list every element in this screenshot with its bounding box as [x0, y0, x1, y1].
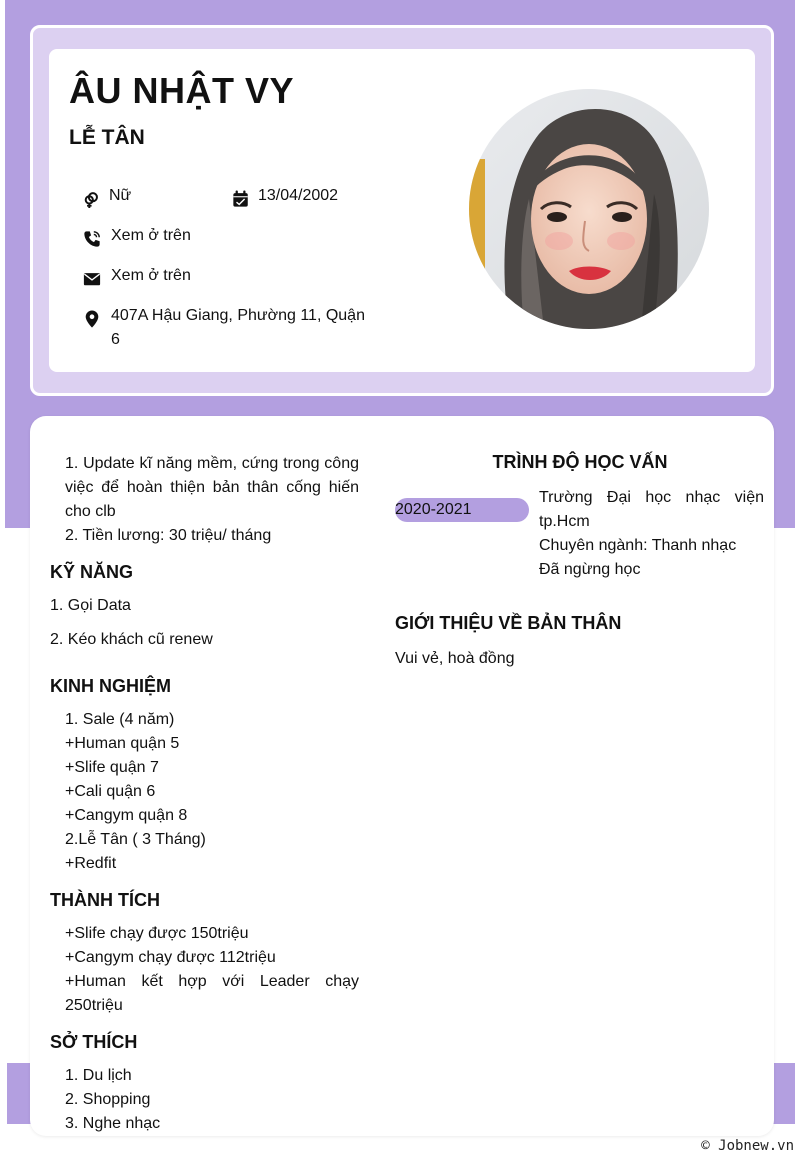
hobbies-title: SỞ THÍCH	[50, 1032, 138, 1052]
experience-line: +Cali quận 6	[65, 783, 156, 800]
skill-item: 2. Kéo khách cũ renew	[50, 631, 213, 648]
address-line-1: 407A Hậu Giang, Phường 11, Quận	[111, 307, 365, 324]
education-school: Trường Đại học nhạc viện tp.Hcm	[539, 489, 764, 530]
objective-item-1: 1. Update kĩ năng mềm, cứng trong công việc để hoàn thiện bản thân cống hiến cho clb	[65, 455, 359, 520]
footer-credit: © Jobnew.vn	[701, 1138, 794, 1154]
hobby-line: 3. Nghe nhạc	[65, 1115, 161, 1132]
achievement-line: +Human kết hợp với Leader chạy 250triệu	[65, 973, 359, 1014]
email-icon	[83, 270, 101, 288]
hobby-line: 1. Du lịch	[65, 1067, 132, 1084]
dob-info	[232, 184, 382, 208]
gender-info	[83, 184, 203, 208]
education-years: 2020-2021	[395, 498, 529, 522]
education-title: TRÌNH ĐỘ HỌC VẤN	[492, 452, 668, 472]
skill-item: 1. Gọi Data	[50, 597, 131, 614]
achievement-line: +Cangym chạy được 112triệu	[65, 949, 276, 966]
address-info	[83, 304, 383, 352]
education-status: Đã ngừng học	[539, 561, 641, 578]
job-title: LỄ TÂN	[69, 126, 145, 149]
experience-line: +Cangym quận 8	[65, 807, 188, 824]
education-major: Chuyên ngành: Thanh nhạc	[539, 537, 737, 554]
dob-value: 13/04/2002	[258, 187, 339, 204]
achievements-title: THÀNH TÍCH	[50, 890, 160, 910]
candidate-name: ÂU NHẬT VY	[69, 70, 295, 111]
email-value: Xem ở trên	[111, 267, 191, 284]
gender-value: Nữ	[109, 187, 132, 204]
experience-line: 1. Sale (4 năm)	[65, 711, 175, 728]
about-text: Vui vẻ, hoà đồng	[395, 650, 515, 667]
skills-title: KỸ NĂNG	[50, 562, 134, 582]
objective-item-2: 2. Tiền lương: 30 triệu/ tháng	[65, 527, 272, 544]
phone-value: Xem ở trên	[111, 227, 191, 244]
phone-icon	[83, 230, 101, 248]
hobby-line: 2. Shopping	[65, 1091, 151, 1108]
experience-line: +Human quận 5	[65, 735, 180, 752]
gender-icon	[83, 190, 101, 208]
about-title: GIỚI THIỆU VỀ BẢN THÂN	[395, 613, 622, 633]
experience-line: +Redfit	[65, 855, 117, 872]
experience-line: +Slife quận 7	[65, 759, 159, 776]
profile-photo-illustration	[469, 89, 709, 329]
experience-line: 2.Lễ Tân ( 3 Tháng)	[65, 831, 206, 848]
email-info	[83, 264, 283, 288]
experience-title: KINH NGHIỆM	[50, 676, 171, 696]
profile-photo	[469, 89, 709, 329]
address-line-2: 6	[111, 331, 120, 348]
calendar-icon	[232, 190, 250, 208]
phone-info	[83, 224, 283, 248]
achievement-line: +Slife chạy được 150triệu	[65, 925, 249, 942]
location-icon	[83, 310, 101, 328]
